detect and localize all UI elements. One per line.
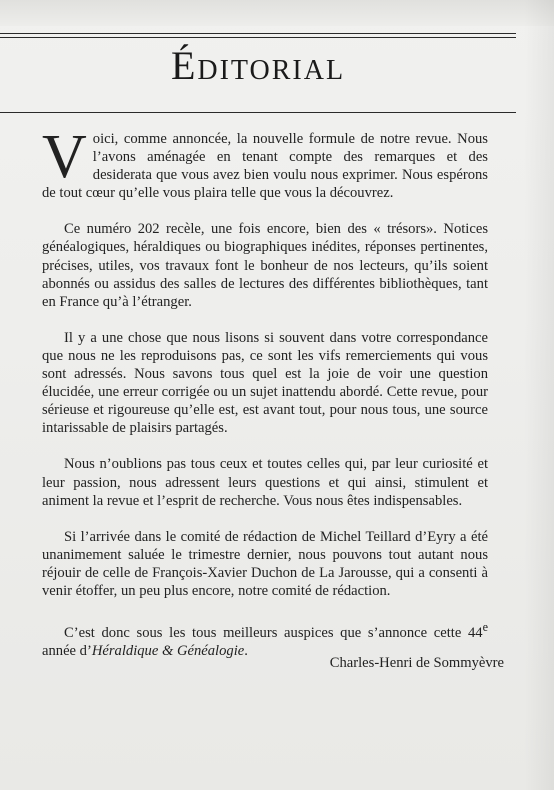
paragraph-1-text: oici, comme annoncée, la nouvelle formule de notre revue. Nous l’avons aménagée en tenant compte des remarques et des desiderata que vous avez bien voulu nous exprimer. Nous espérons de tout cœur qu’elle vous plaira telle que vous la découvrez. xyxy=(42,131,488,202)
paragraph-6-text-c: . xyxy=(244,643,248,660)
author-signature: Charles-Henri de Sommyèvre xyxy=(329,655,504,671)
header-rule-top-thin xyxy=(0,37,516,38)
paragraph-2: Ce numéro 202 recèle, une fois encore, bien des « trésors». Notices généalogiques, héraldiques ou biographiques inédites, réponses pertinentes, précises, utiles, vos travaux font le bonheur de nos lecteurs, qu’ils soient abonnés ou assidus des salles de lectures des différentes bibliothèques, tant en France qu’à l’étranger. xyxy=(42,221,488,310)
paragraph-3: Il y a une chose que nous lisons si souvent dans votre correspondance que nous ne les reproduisons pas, ce sont les vifs remerciements qui vous sont adressés. Nous savons tous quel est la joie de voir une question élucidée, une erreur corrigée ou un sujet inattendu abordé. Cette revue, pour sérieuse et rigoureuse qu’elle est, est avant tout, pour nous tous, une source intarissable de plaisirs partagés. xyxy=(42,329,488,437)
header-rule-bottom xyxy=(0,112,516,113)
header-rule-top xyxy=(0,33,516,34)
paragraph-5: Si l’arrivée dans le comité de rédaction de Michel Teillard d’Eyry a été unanimement saluée le trimestre dernier, nous pouvons tout autant nous réjouir de celle de François-Xavier Duchon de La Jarousse, qui a consenti à venir étoffer, un peu plus encore, notre comité de rédaction. xyxy=(42,528,488,599)
page-edge-shadow xyxy=(524,0,554,790)
paragraph-4: Nous n’oublions pas tous ceux et toutes celles qui, par leur curiosité et leur passion, nous adressent leurs questions et qui ainsi, stimulent et animent la revue et l’esprit de recherche. Vous nous êtes indispensables. xyxy=(42,456,488,509)
paragraph-6 xyxy=(42,618,488,660)
previous-page-bleed xyxy=(0,0,554,26)
paragraph-6-text-a: C’est donc sous les tous meilleurs auspices que s’annonce cette 44 xyxy=(64,624,483,641)
drop-cap: V xyxy=(42,123,87,191)
paragraph-1 xyxy=(42,123,488,202)
journal-name: Héraldique & Généalogie xyxy=(91,643,245,660)
page-title: Éditorial xyxy=(170,43,346,88)
ordinal-suffix: e xyxy=(482,620,488,635)
paragraph-6-text-b: année d’ xyxy=(42,643,92,660)
editorial-body xyxy=(42,123,488,678)
